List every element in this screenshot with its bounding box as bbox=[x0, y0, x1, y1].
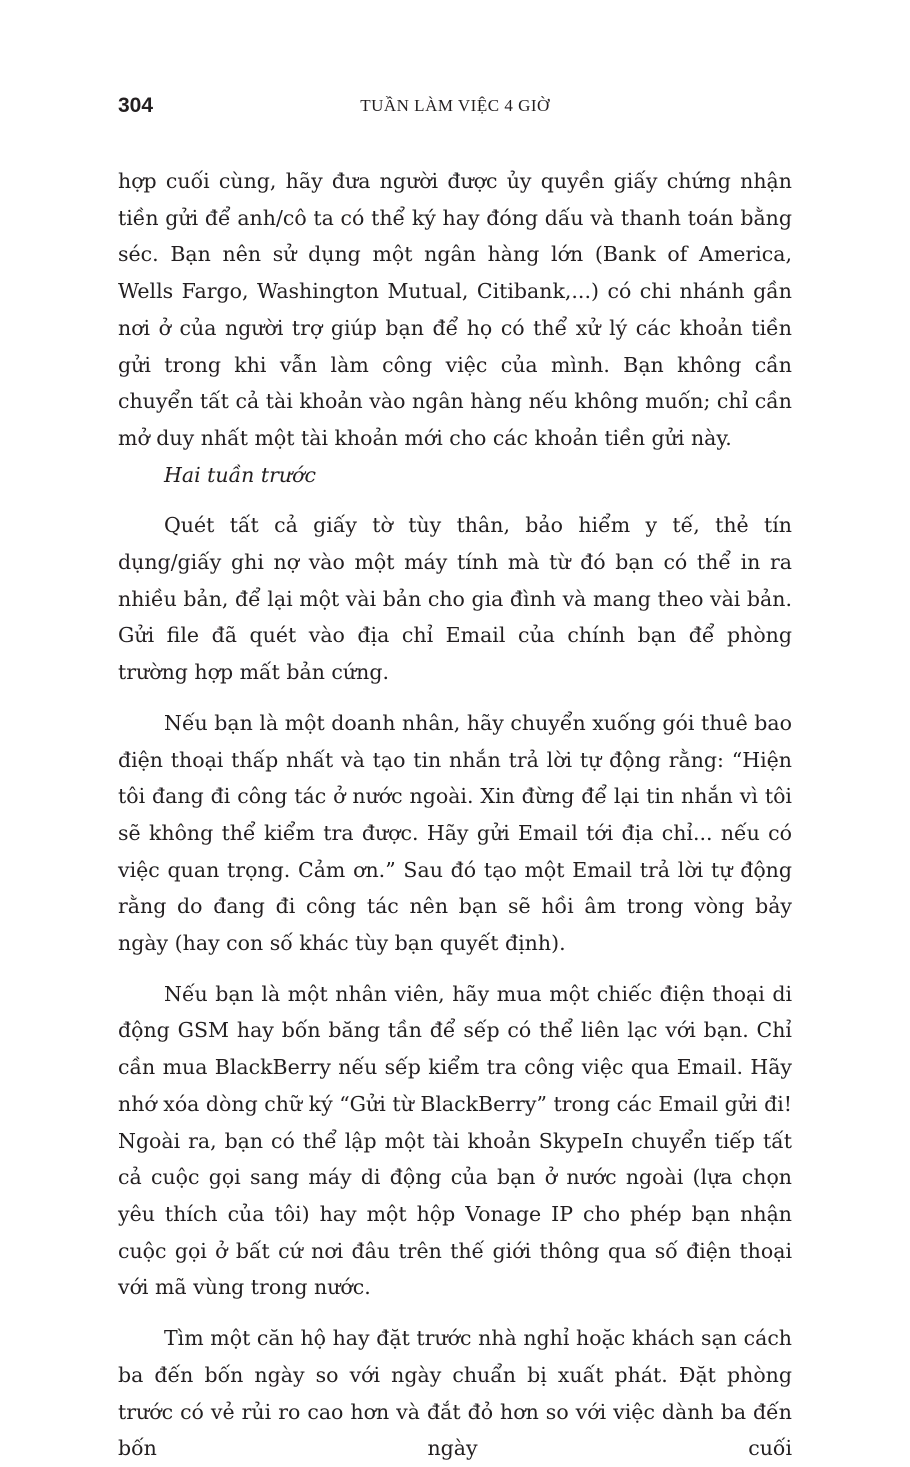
page-number: 304 bbox=[118, 94, 154, 117]
paragraph-business-owner: Nếu bạn là một doanh nhân, hãy chuyển xuống gói thuê bao điện thoại thấp nhất và tạo tin nhắn trả lời tự động rằng: “Hiện tôi đang đi công tác ở nước ngoài. Xin đừng để lại tin nhắn vì tôi sẽ không thể kiểm tra được. Hãy gửi Email tới địa chỉ... nếu có việc quan trọng. Cảm ơn.” Sau đó tạo một Email trả lời tự động rằng do đang đi công tác nên bạn sẽ hồi âm trong vòng bảy ngày (hay con số khác tùy bạn quyết định). bbox=[118, 710, 792, 956]
paragraph-accommodation: Tìm một căn hộ hay đặt trước nhà nghỉ hoặc khách sạn cách ba đến bốn ngày so với ngày chuẩn bị xuất phát. Đặt phòng trước có vẻ rủi ro cao hơn và đắt đỏ hơn so với việc dành ba đến bốn ngày cuối bbox=[118, 1326, 792, 1461]
paragraph-employee: Nếu bạn là một nhân viên, hãy mua một chiếc điện thoại di động GSM hay bốn băng tần để sếp có thể liên lạc với bạn. Chỉ cần mua BlackBerry nếu sếp kiểm tra công việc qua Email. Hãy nhớ xóa dòng chữ ký “Gửi từ BlackBerry” trong các Email gửi đi! Ngoài ra, bạn có thể lập một tài khoản SkypeIn chuyển tiếp tất cả cuộc gọi sang máy di động của bạn ở nước ngoài (lựa chọn yêu thích của tôi) hay một hộp Vonage IP cho phép bạn nhận cuộc gọi ở bất cứ nơi đâu trên thế giới thông qua số điện thoại với mã vùng trong nước. bbox=[118, 981, 792, 1300]
paragraph-continuation: hợp cuối cùng, hãy đưa người được ủy quyền giấy chứng nhận tiền gửi để anh/cô ta có thể ký hay đóng dấu và thanh toán bằng séc. Bạn nên sử dụng một ngân hàng lớn (Bank of America, Wells Fargo, Washington Mutual, Citibank,...) có chi nhánh gần nơi ở của người trợ giúp bạn để họ có thể xử lý các khoản tiền gửi trong khi vẫn làm công việc của mình. Bạn không cần chuyển tất cả tài khoản vào ngân hàng nếu không muốn; chỉ cần mở duy nhất một tài khoản mới cho các khoản tiền gửi này. bbox=[118, 169, 792, 450]
page-header bbox=[118, 94, 792, 124]
running-title: TUẦN LÀM VIỆC 4 GIỜ bbox=[360, 96, 550, 115]
section-subheading: Hai tuần trước bbox=[164, 462, 316, 487]
body-text bbox=[118, 163, 792, 1467]
paragraph-scan-documents: Quét tất cả giấy tờ tùy thân, bảo hiểm y tế, thẻ tín dụng/giấy ghi nợ vào một máy tính mà từ đó bạn có thể in ra nhiều bản, để lại một vài bản cho gia đình và mang theo vài bản. Gửi file đã quét vào địa chỉ Email của chính bạn để phòng trường hợp mất bản cứng. bbox=[118, 513, 792, 685]
